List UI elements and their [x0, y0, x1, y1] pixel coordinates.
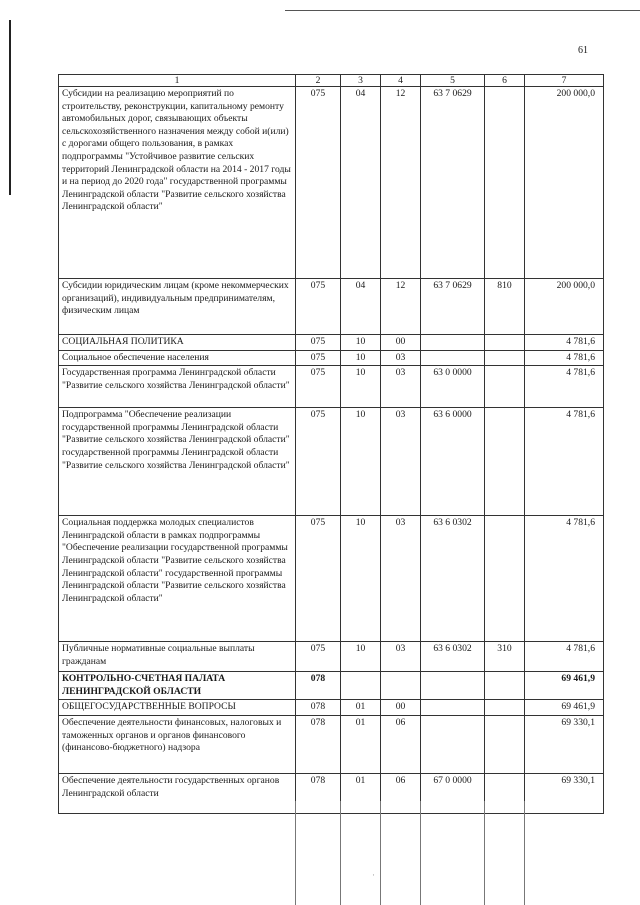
row-csr: 67 0 0000 [421, 773, 485, 813]
row-gr: 078 [296, 700, 341, 716]
row-pr: 03 [381, 408, 421, 516]
row-gr: 078 [296, 672, 341, 700]
row-vr [485, 366, 525, 408]
row-vr [485, 700, 525, 716]
row-gr: 075 [296, 350, 341, 366]
column-guide-line [340, 801, 341, 905]
row-csr: 63 0 0000 [421, 366, 485, 408]
row-pr: 03 [381, 642, 421, 672]
row-rz: 10 [341, 350, 381, 366]
row-vr [485, 516, 525, 642]
row-gr: 078 [296, 773, 341, 813]
row-csr: 63 6 0302 [421, 516, 485, 642]
row-gr: 075 [296, 335, 341, 351]
row-pr: 06 [381, 773, 421, 813]
row-pr: 03 [381, 516, 421, 642]
table-row [59, 87, 604, 279]
table-row [59, 773, 604, 813]
row-rz: 10 [341, 408, 381, 516]
header-cell: 7 [525, 75, 604, 87]
row-sum: 200 000,0 [525, 279, 604, 335]
table-row [59, 350, 604, 366]
table-row [59, 408, 604, 516]
row-rz: 01 [341, 773, 381, 813]
table-row [59, 335, 604, 351]
row-name: Публичные нормативные социальные выплаты гражданам [59, 642, 296, 672]
column-guide-line [484, 801, 485, 905]
row-sum: 4 781,6 [525, 335, 604, 351]
scan-edge-line [285, 10, 640, 11]
row-csr: 63 6 0000 [421, 408, 485, 516]
header-cell: 5 [421, 75, 485, 87]
row-csr [421, 335, 485, 351]
row-pr: 00 [381, 335, 421, 351]
header-cell: 6 [485, 75, 525, 87]
row-pr: 03 [381, 366, 421, 408]
row-name: ОБЩЕГОСУДАРСТВЕННЫЕ ВОПРОСЫ [59, 700, 296, 716]
row-name: Государственная программа Ленинградской области "Развитие сельского хозяйства Ленинградской области" [59, 366, 296, 408]
row-sum: 4 781,6 [525, 408, 604, 516]
row-gr: 075 [296, 408, 341, 516]
row-rz: 10 [341, 335, 381, 351]
row-gr: 075 [296, 642, 341, 672]
table-row [59, 715, 604, 773]
page-number: 61 [578, 45, 588, 56]
row-name: Обеспечение деятельности финансовых, налоговых и таможенных органов и органов финансового (финансово-бюджетного) надзора [59, 715, 296, 773]
table-row [59, 516, 604, 642]
row-sum: 4 781,6 [525, 366, 604, 408]
row-name: Подпрограмма "Обеспечение реализации государственной программы Ленинградской области "Развитие сельского хозяйства Ленинградской области" государственной программы Ленинградской области "Развитие сельского хозяйства Ленинградской области" [59, 408, 296, 516]
row-vr [485, 773, 525, 813]
table-row [59, 366, 604, 408]
row-name: Обеспечение деятельности государственных органов Ленинградской области [59, 773, 296, 813]
row-name: КОНТРОЛЬНО-СЧЕТНАЯ ПАЛАТА ЛЕНИНГРАДСКОЙ ОБЛАСТИ [59, 672, 296, 700]
row-csr [421, 700, 485, 716]
row-sum: 4 781,6 [525, 516, 604, 642]
row-name: Субсидии юридическим лицам (кроме некоммерческих организаций), индивидуальным предпринимателям, физическим лицам [59, 279, 296, 335]
row-csr: 63 6 0302 [421, 642, 485, 672]
row-vr [485, 408, 525, 516]
row-sum: 200 000,0 [525, 87, 604, 279]
row-vr [485, 350, 525, 366]
row-csr [421, 350, 485, 366]
row-rz: 01 [341, 715, 381, 773]
row-rz [341, 672, 381, 700]
row-sum: 69 461,9 [525, 672, 604, 700]
row-name: Социальная поддержка молодых специалистов Ленинградской области в рамках подпрограммы "Обеспечение реализации государственной программы Ленинградской области "Развитие сельского хозяйства Ленинградской области" государственной программы Ленинградской области "Развитие сельского хозяйства Ленинградской области" [59, 516, 296, 642]
row-sum: 4 781,6 [525, 642, 604, 672]
row-sum: 69 330,1 [525, 715, 604, 773]
row-gr: 075 [296, 279, 341, 335]
row-rz: 10 [341, 642, 381, 672]
row-sum: 69 461,9 [525, 700, 604, 716]
row-sum: 69 330,1 [525, 773, 604, 813]
row-csr [421, 715, 485, 773]
row-name: СОЦИАЛЬНАЯ ПОЛИТИКА [59, 335, 296, 351]
row-rz: 10 [341, 366, 381, 408]
budget-table [58, 74, 604, 814]
column-guide-line [524, 801, 525, 905]
row-pr [381, 672, 421, 700]
column-guide-line [380, 801, 381, 905]
scan-speck: · [372, 870, 375, 880]
row-gr: 075 [296, 87, 341, 279]
row-pr: 03 [381, 350, 421, 366]
table-row [59, 642, 604, 672]
row-rz: 10 [341, 516, 381, 642]
row-pr: 06 [381, 715, 421, 773]
header-cell: 4 [381, 75, 421, 87]
row-vr [485, 715, 525, 773]
row-gr: 075 [296, 516, 341, 642]
table-row [59, 672, 604, 700]
row-rz: 04 [341, 87, 381, 279]
column-guide-line [295, 801, 296, 905]
row-gr: 078 [296, 715, 341, 773]
row-vr: 810 [485, 279, 525, 335]
row-csr [421, 672, 485, 700]
scan-edge-bar [9, 20, 11, 195]
row-pr: 12 [381, 87, 421, 279]
row-rz: 04 [341, 279, 381, 335]
row-rz: 01 [341, 700, 381, 716]
row-vr [485, 335, 525, 351]
row-gr: 075 [296, 366, 341, 408]
row-vr [485, 672, 525, 700]
header-cell: 2 [296, 75, 341, 87]
row-csr: 63 7 0629 [421, 279, 485, 335]
row-csr: 63 7 0629 [421, 87, 485, 279]
row-vr: 310 [485, 642, 525, 672]
header-cell: 1 [59, 75, 296, 87]
header-cell: 3 [341, 75, 381, 87]
column-guide-line [420, 801, 421, 905]
row-name: Субсидии на реализацию мероприятий по строительству, реконструкции, капитальному ремонту автомобильных дорог, связывающих объекты сельскохозяйственного назначения между собой и(или) с дорогами общего пользования, в рамках подпрограммы "Устойчивое развитие сельских территорий Ленинградской области на 2014 - 2017 годы и на период до 2020 года" государственной программы Ленинградской области "Развитие сельского хозяйства Ленинградской области" [59, 87, 296, 279]
row-vr [485, 87, 525, 279]
table-row [59, 700, 604, 716]
row-name: Социальное обеспечение населения [59, 350, 296, 366]
row-pr: 12 [381, 279, 421, 335]
table-row [59, 279, 604, 335]
row-sum: 4 781,6 [525, 350, 604, 366]
row-pr: 00 [381, 700, 421, 716]
header-row [59, 75, 604, 87]
